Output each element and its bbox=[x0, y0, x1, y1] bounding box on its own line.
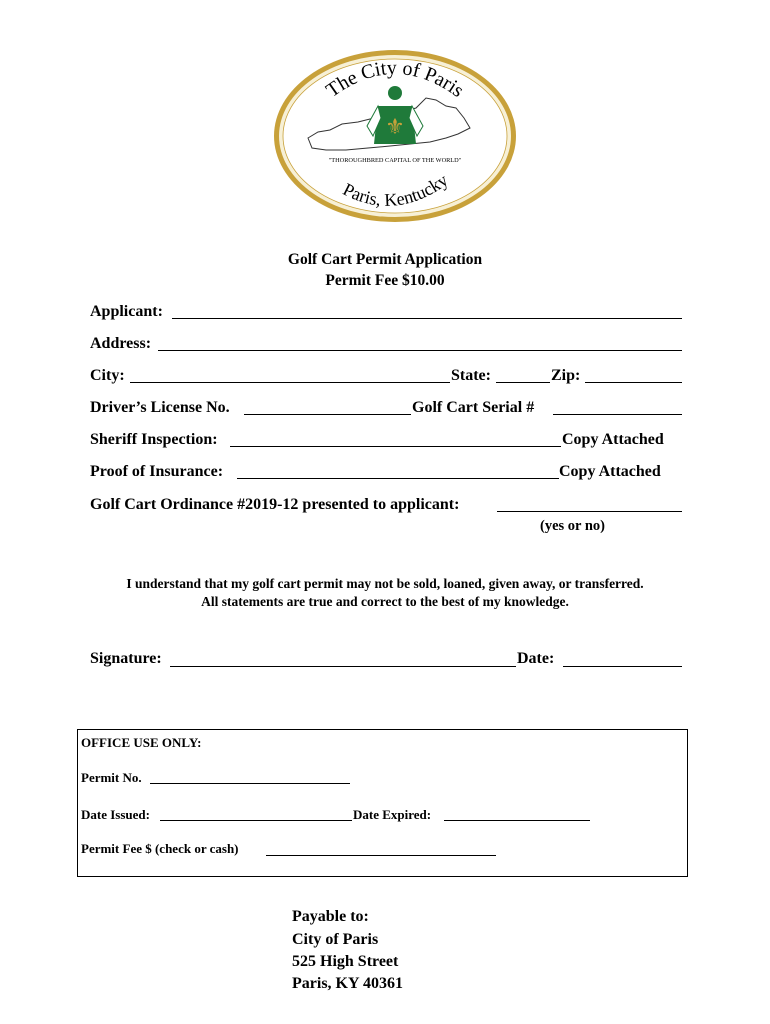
statement-line-1: I understand that my golf cart permit may not be sold, loaned, given away, or transferred. bbox=[126, 576, 644, 591]
applicant-label: Applicant: bbox=[90, 303, 163, 320]
address-label: Address: bbox=[90, 335, 152, 352]
yes-no-hint: (yes or no) bbox=[540, 518, 605, 534]
payable-label: Payable to: bbox=[292, 908, 369, 925]
seal-motto: "THOROUGHBRED CAPITAL OF THE WORLD" bbox=[328, 157, 462, 164]
signature-field[interactable] bbox=[170, 666, 516, 667]
date-field[interactable] bbox=[563, 666, 682, 667]
office-use-heading: OFFICE USE ONLY: bbox=[81, 735, 202, 750]
permit-no-field[interactable] bbox=[150, 783, 350, 784]
city-seal-logo bbox=[270, 46, 520, 226]
license-label: Driver’s License No. bbox=[90, 399, 230, 416]
date-expired-label: Date Expired: bbox=[353, 807, 432, 822]
office-fee-field[interactable] bbox=[266, 855, 496, 856]
date-issued-label: Date Issued: bbox=[81, 807, 150, 822]
office-use-box bbox=[77, 729, 688, 877]
date-expired-field[interactable] bbox=[444, 820, 590, 821]
zip-field[interactable] bbox=[585, 382, 682, 383]
seal-bottom-text: Paris, Kentucky bbox=[339, 169, 452, 211]
svg-text:⚜: ⚜ bbox=[385, 115, 405, 140]
payable-city: Paris, KY 40361 bbox=[292, 975, 403, 992]
permit-no-label: Permit No. bbox=[81, 770, 142, 785]
zip-label: Zip: bbox=[551, 367, 581, 384]
date-label: Date: bbox=[517, 650, 555, 667]
state-field[interactable] bbox=[496, 382, 550, 383]
insurance-field[interactable] bbox=[237, 478, 559, 479]
ordinance-field[interactable] bbox=[497, 511, 682, 512]
address-field[interactable] bbox=[158, 350, 682, 351]
applicant-field[interactable] bbox=[172, 318, 682, 319]
payable-street: 525 High Street bbox=[292, 953, 399, 970]
insurance-label: Proof of Insurance: bbox=[90, 463, 224, 480]
serial-field[interactable] bbox=[553, 414, 682, 415]
date-issued-field[interactable] bbox=[160, 820, 352, 821]
city-field[interactable] bbox=[130, 382, 450, 383]
seal-top-text: The City of Paris bbox=[322, 56, 468, 102]
city-label: City: bbox=[90, 367, 125, 384]
permit-fee-heading: Permit Fee $10.00 bbox=[325, 272, 445, 289]
sheriff-field[interactable] bbox=[230, 446, 561, 447]
sheriff-copy-attached: Copy Attached bbox=[562, 431, 664, 448]
serial-label: Golf Cart Serial # bbox=[412, 399, 535, 416]
office-fee-label: Permit Fee $ (check or cash) bbox=[81, 841, 239, 856]
state-label: State: bbox=[451, 367, 491, 384]
statement-line-2: All statements are true and correct to the best of my knowledge. bbox=[201, 594, 569, 609]
license-field[interactable] bbox=[244, 414, 411, 415]
form-title: Golf Cart Permit Application bbox=[287, 251, 483, 268]
insurance-copy-attached: Copy Attached bbox=[559, 463, 661, 480]
sheriff-label: Sheriff Inspection: bbox=[90, 431, 218, 448]
ordinance-label: Golf Cart Ordinance #2019-12 presented to applicant: bbox=[90, 496, 460, 513]
payable-name: City of Paris bbox=[292, 931, 379, 948]
signature-label: Signature: bbox=[90, 650, 162, 667]
